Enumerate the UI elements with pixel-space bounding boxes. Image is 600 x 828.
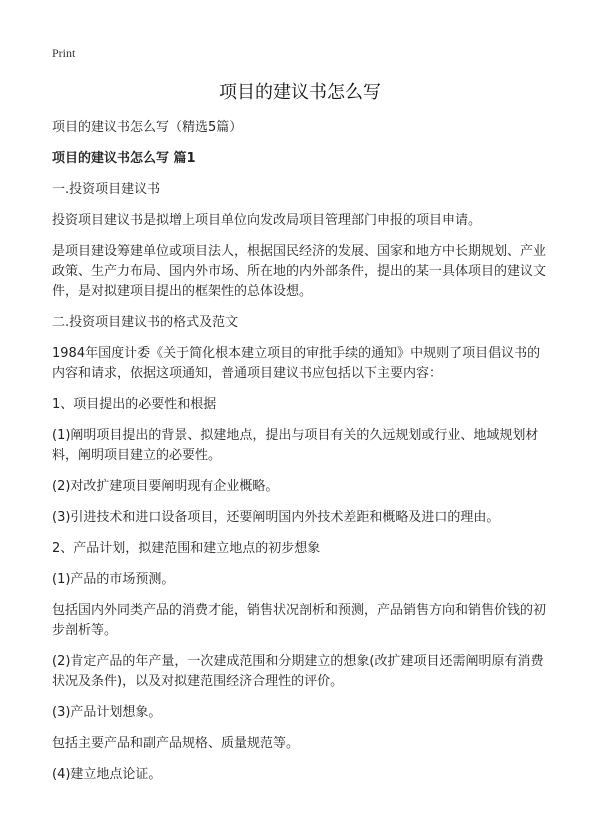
print-label: Print [52,46,76,60]
paragraph: (1)产品的市场预测。 [52,572,175,587]
paragraph: (2)对改扩建项目要阐明现有企业概略。 [52,479,279,494]
subtitle-paragraph: 项目的建议书怎么写（精选5篇） [52,120,243,135]
section-heading: 项目的建议书怎么写 篇1 [52,151,196,166]
paragraph: (3)产品计划想象。 [52,705,162,720]
paragraph: (3)引进技术和进口设备项目，还要阐明国内外技术差距和概略及进口的理由。 [52,510,500,525]
paragraph: 1、项目提出的必要性和根据 [52,397,217,412]
paragraph: 一.投资项目建议书 [52,182,161,197]
paragraph: 包括国内外同类产品的消费才能，销售状况剖析和预测，产品销售方向和销售价钱的初步剖析等。 [52,603,547,638]
paragraph: (4)建立地点论证。 [52,767,162,782]
document-body [52,118,552,796]
paragraph: (2)肯定产品的年产量，一次建成范围和分期建立的想象(改扩建项目还需阐明原有消费状况及条件)，以及对拟建范围经济合理性的评价。 [52,654,544,689]
paragraph: (1)阐明项目提出的背景、拟建地点，提出与项目有关的久远规划或行业、地域规划材料，阐明项目建立的必要性。 [52,428,539,463]
paragraph: 是项目建设筹建单位或项目法人，根据国民经济的发展、国家和地方中长期规划、产业政策、生产力布局、国内外市场、所在地的内外部条件，提出的某一具体项目的建议文件，是对拟建项目提出的框架性的总体设想。 [52,244,547,299]
paragraph: 2、产品计划，拟建范围和建立地点的初步想象 [52,541,321,556]
page-title: 项目的建议书怎么写 [219,82,381,103]
paragraph: 包括主要产品和副产品规格、质量规范等。 [52,736,300,751]
paragraph: 投资项目建议书是拟增上项目单位向发改局项目管理部门申报的项目申请。 [52,213,482,228]
paragraph: 二.投资项目建议书的格式及范文 [52,315,239,330]
paragraph: 1984年国度计委《关于简化根本建立项目的审批手续的通知》中规则了项目倡议书的内容和请求，依据这项通知，普通项目建议书应包括以下主要内容： [52,346,541,381]
